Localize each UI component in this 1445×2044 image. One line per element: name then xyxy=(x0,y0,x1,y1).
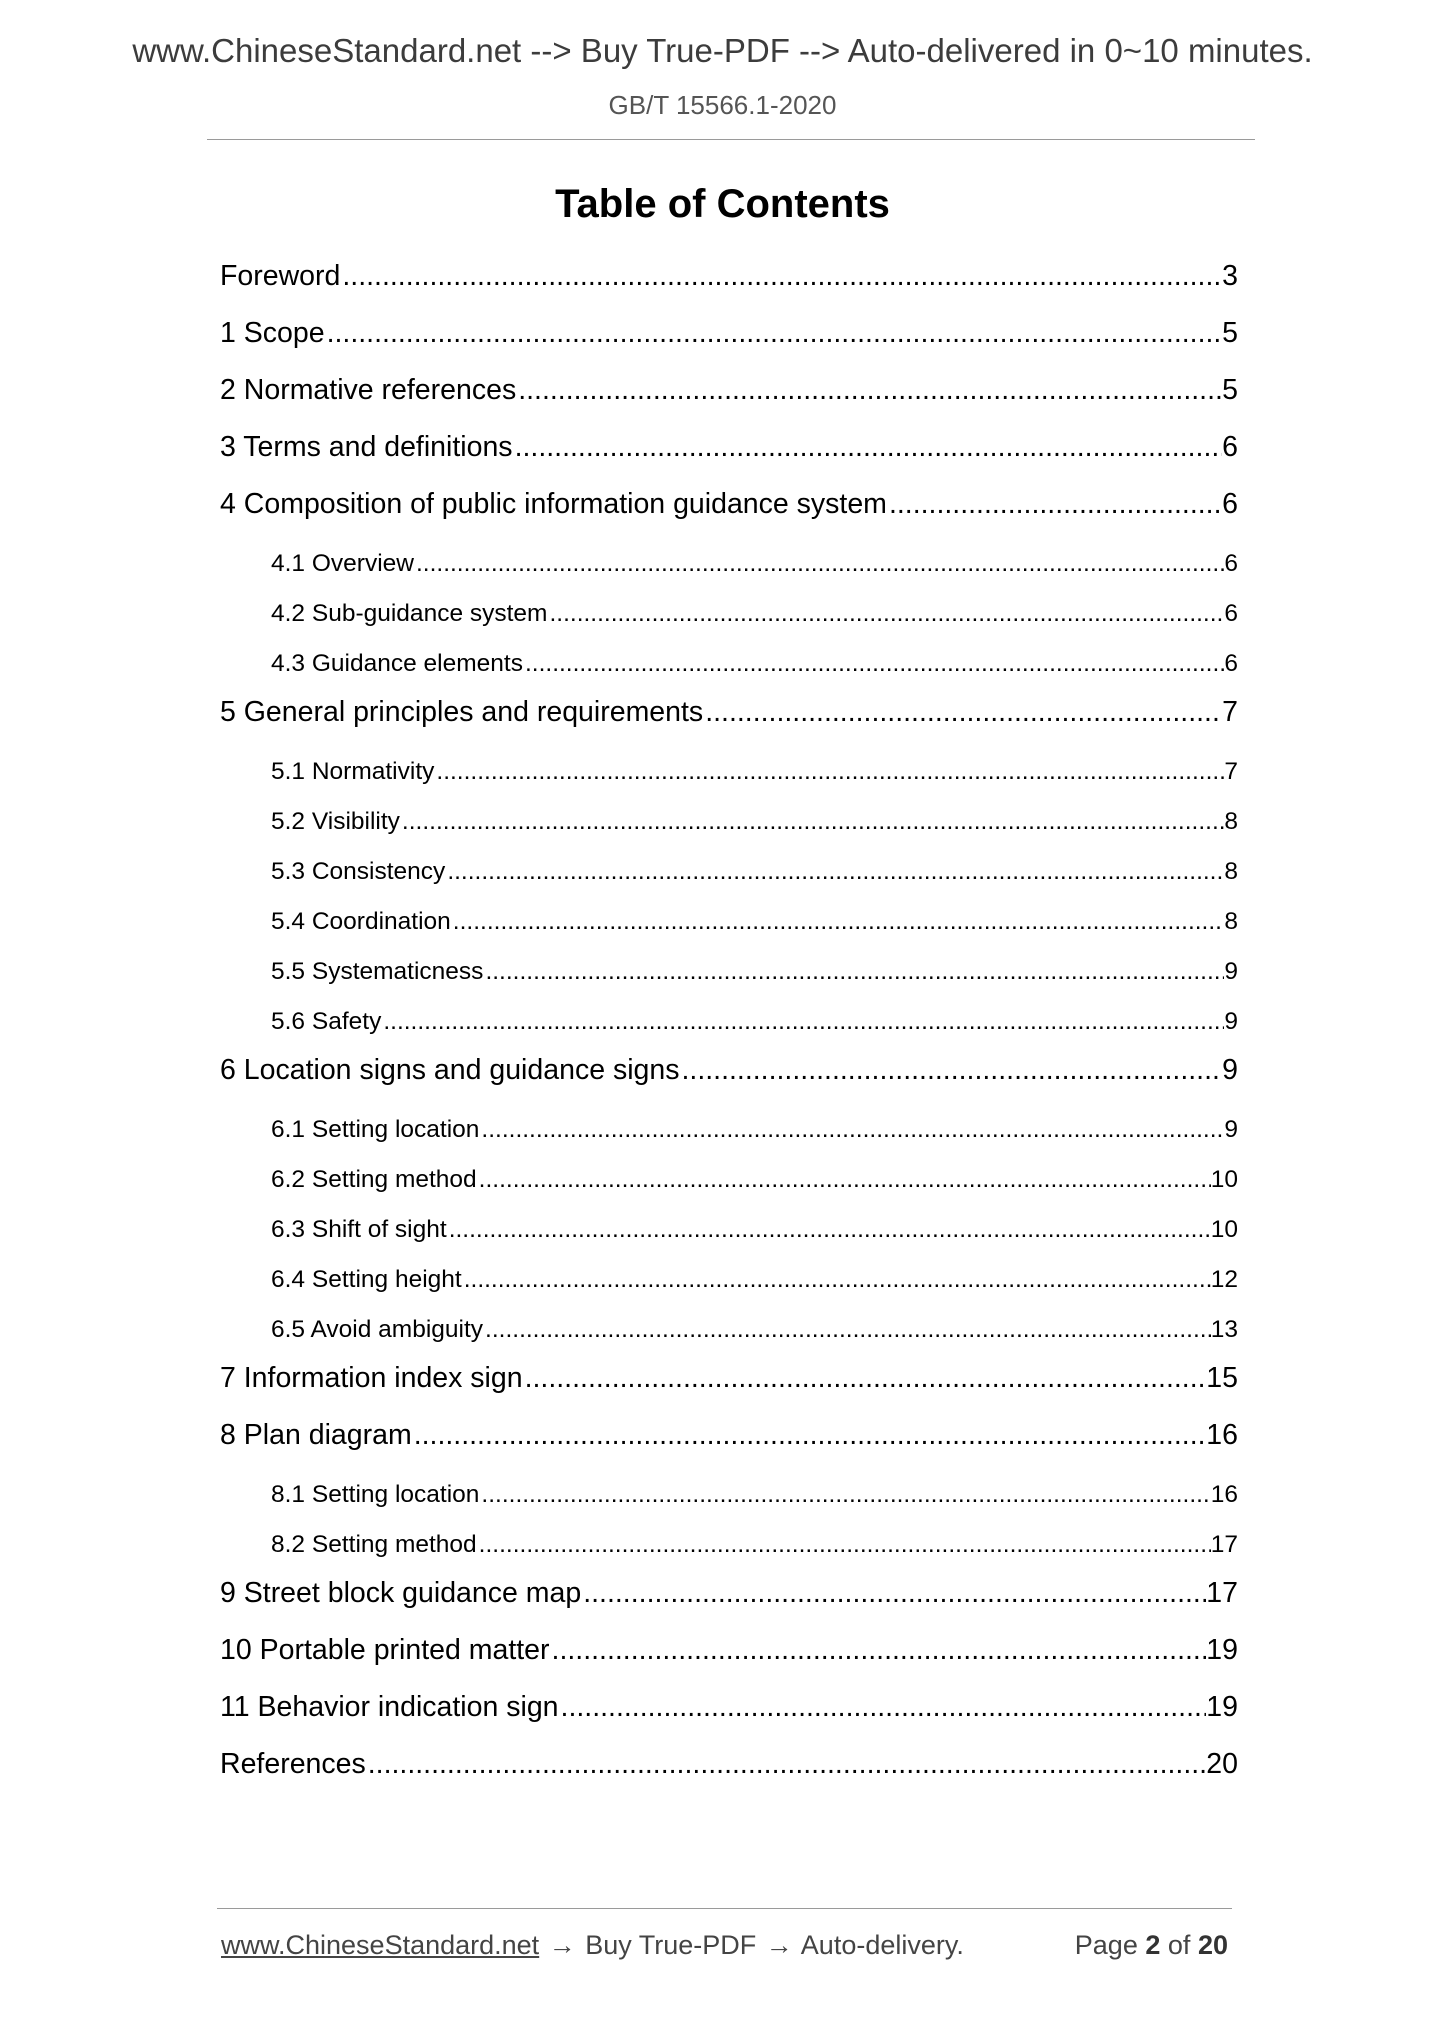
toc-entry-page: 9 xyxy=(1224,1008,1238,1035)
page-title: Table of Contents xyxy=(555,182,890,226)
toc-subentry[interactable] xyxy=(271,1481,1238,1509)
toc-entry-label: 6.2 Setting method xyxy=(271,1166,477,1193)
toc-entry[interactable] xyxy=(220,431,1238,464)
toc-leader-dots xyxy=(887,488,1222,521)
toc-entry-page: 9 xyxy=(1224,958,1238,985)
toc-entry[interactable] xyxy=(220,1577,1238,1610)
toc-entry-label: 2 Normative references xyxy=(220,374,517,406)
toc-entry-label: 5.6 Safety xyxy=(271,1008,382,1035)
toc-entry-page: 8 xyxy=(1224,858,1238,885)
toc-entry-page: 5 xyxy=(1222,374,1238,406)
footer-delivery-text: Auto-delivery. xyxy=(800,1930,964,1960)
toc-leader-dots xyxy=(559,1691,1207,1724)
toc-leader-dots xyxy=(523,650,1224,678)
toc-leader-dots xyxy=(479,1481,1210,1509)
toc-entry-page: 19 xyxy=(1206,1634,1238,1666)
toc-entry-page: 6 xyxy=(1222,488,1238,520)
toc-entry-label: 6.3 Shift of sight xyxy=(271,1216,447,1243)
toc-subentry[interactable] xyxy=(271,1216,1238,1244)
toc-subentry[interactable] xyxy=(271,808,1238,836)
toc-entry-label: 6.4 Setting height xyxy=(271,1266,462,1293)
toc-leader-dots xyxy=(581,1577,1206,1610)
toc-entry[interactable] xyxy=(220,374,1238,407)
toc-leader-dots xyxy=(477,1166,1211,1194)
toc-entry-page: 16 xyxy=(1210,1481,1238,1508)
toc-entry-label: 4 Composition of public information guidance system xyxy=(220,488,887,520)
toc-subentry[interactable] xyxy=(271,1116,1238,1144)
toc-entry-label: Foreword xyxy=(220,260,341,292)
toc-leader-dots xyxy=(547,600,1224,628)
toc-entry-page: 7 xyxy=(1224,758,1238,785)
toc-entry-label: 5 General principles and requirements xyxy=(220,696,704,728)
toc-entry-label: 3 Terms and definitions xyxy=(220,431,513,463)
toc-leader-dots xyxy=(445,858,1224,886)
arrow-right-icon: → xyxy=(765,1930,793,1960)
toc-entry-label: 4.1 Overview xyxy=(271,550,414,577)
toc-entry[interactable] xyxy=(220,1691,1238,1724)
toc-subentry[interactable] xyxy=(271,550,1238,578)
toc-entry[interactable] xyxy=(220,1634,1238,1667)
toc-leader-dots xyxy=(340,260,1222,293)
toc-entry-label: 10 Portable printed matter xyxy=(220,1634,550,1666)
toc-entry-label: 8.2 Setting method xyxy=(271,1531,477,1558)
toc-entry-page: 6 xyxy=(1224,600,1238,627)
toc-entry-label: 5.2 Visibility xyxy=(271,808,400,835)
toc-leader-dots xyxy=(381,1008,1224,1036)
toc-entry-page: 6 xyxy=(1222,431,1238,463)
toc-subentry[interactable] xyxy=(271,758,1238,786)
toc-entry-page: 7 xyxy=(1222,696,1238,728)
toc-entry-label: 5.3 Consistency xyxy=(271,858,446,885)
toc-entry-label: 7 Information index sign xyxy=(220,1362,523,1394)
toc-leader-dots xyxy=(703,696,1222,729)
toc-entry-page: 8 xyxy=(1224,808,1238,835)
toc-entry-page: 8 xyxy=(1224,908,1238,935)
toc-subentry[interactable] xyxy=(271,908,1238,936)
toc-subentry[interactable] xyxy=(271,1316,1238,1344)
toc-subentry[interactable] xyxy=(271,650,1238,678)
toc-entry-label: 4.2 Sub-guidance system xyxy=(271,600,548,627)
toc-entry-page: 3 xyxy=(1222,260,1238,292)
of-word: of xyxy=(1167,1930,1191,1960)
toc-entry[interactable] xyxy=(220,1419,1238,1452)
toc-entry-label: 6 Location signs and guidance signs xyxy=(220,1054,680,1086)
toc-leader-dots xyxy=(325,317,1223,350)
toc-entry-page: 6 xyxy=(1224,650,1238,677)
toc-subentry[interactable] xyxy=(271,1266,1238,1294)
toc-entry-label: References xyxy=(220,1748,366,1780)
toc-entry[interactable] xyxy=(220,317,1238,350)
toc-entry-page: 17 xyxy=(1210,1531,1238,1558)
toc-entry-label: 11 Behavior indication sign xyxy=(220,1691,559,1723)
footer-divider xyxy=(217,1908,1232,1909)
toc-leader-dots xyxy=(462,1266,1211,1294)
top-banner: www.ChineseStandard.net --> Buy True-PDF --> Auto-delivered in 0~10 minutes. xyxy=(132,32,1313,69)
toc-entry-page: 10 xyxy=(1210,1166,1238,1193)
toc-leader-dots xyxy=(451,908,1225,936)
toc-leader-dots xyxy=(414,550,1224,578)
toc-entry-label: 8.1 Setting location xyxy=(271,1481,480,1508)
toc-entry-page: 17 xyxy=(1206,1577,1238,1609)
toc-entry-label: 6.1 Setting location xyxy=(271,1116,480,1143)
toc-leader-dots xyxy=(412,1419,1207,1452)
toc-subentry[interactable] xyxy=(271,1166,1238,1194)
toc-leader-dots xyxy=(523,1362,1207,1395)
toc-entry-page: 13 xyxy=(1210,1316,1238,1343)
toc-entry-label: 8 Plan diagram xyxy=(220,1419,412,1451)
toc-leader-dots xyxy=(434,758,1224,786)
toc-entry-page: 6 xyxy=(1224,550,1238,577)
toc-leader-dots xyxy=(447,1216,1211,1244)
page-indicator xyxy=(1075,1930,1228,1961)
toc-entry-page: 19 xyxy=(1206,1691,1238,1723)
toc-entry-label: 6.5 Avoid ambiguity xyxy=(271,1316,484,1343)
toc-subentry[interactable] xyxy=(271,858,1238,886)
toc-entry-page: 9 xyxy=(1224,1116,1238,1143)
toc-entry-page: 16 xyxy=(1206,1419,1238,1451)
toc-subentry[interactable] xyxy=(271,1531,1238,1559)
footer-site-link[interactable]: www.ChineseStandard.net xyxy=(221,1930,540,1960)
current-page-number: 2 xyxy=(1145,1930,1161,1960)
toc-leader-dots xyxy=(366,1748,1207,1781)
toc-entry[interactable] xyxy=(220,1748,1238,1781)
toc-entry-page: 5 xyxy=(1222,317,1238,349)
footer-left xyxy=(221,1930,964,1961)
toc-leader-dots xyxy=(550,1634,1207,1667)
toc-entry-label: 4.3 Guidance elements xyxy=(271,650,523,677)
toc-entry-label: 5.4 Coordination xyxy=(271,908,451,935)
toc-leader-dots xyxy=(400,808,1224,836)
toc-entry-page: 9 xyxy=(1222,1054,1238,1086)
header-divider xyxy=(207,139,1255,140)
standard-code: GB/T 15566.1-2020 xyxy=(608,90,837,120)
toc-entry[interactable] xyxy=(220,696,1238,729)
toc-leader-dots xyxy=(479,1116,1224,1144)
toc-leader-dots xyxy=(477,1531,1211,1559)
toc-subentry[interactable] xyxy=(271,1008,1238,1036)
toc-leader-dots xyxy=(513,431,1223,464)
toc-leader-dots xyxy=(516,374,1222,407)
arrow-right-icon: → xyxy=(548,1930,576,1960)
page-word: Page xyxy=(1074,1930,1138,1960)
toc-entry-label: 5.1 Normativity xyxy=(271,758,435,785)
toc-entry-page: 20 xyxy=(1206,1748,1238,1780)
toc-entry-page: 15 xyxy=(1206,1362,1238,1394)
footer-buy-text: Buy True-PDF xyxy=(585,1930,757,1960)
toc-entry[interactable] xyxy=(220,1362,1238,1395)
toc-subentry[interactable] xyxy=(271,958,1238,986)
toc-entry-page: 10 xyxy=(1210,1216,1238,1243)
toc-entry-label: 5.5 Systematicness xyxy=(271,958,484,985)
total-pages-number: 20 xyxy=(1197,1930,1228,1960)
toc-entry-label: 1 Scope xyxy=(220,317,325,349)
toc-entry[interactable] xyxy=(220,260,1238,293)
toc-subentry[interactable] xyxy=(271,600,1238,628)
toc-entry-label: 9 Street block guidance map xyxy=(220,1577,582,1609)
toc-leader-dots xyxy=(483,958,1224,986)
toc-leader-dots xyxy=(483,1316,1211,1344)
toc-entry[interactable] xyxy=(220,488,1238,521)
toc-leader-dots xyxy=(680,1054,1223,1087)
toc-entry-page: 12 xyxy=(1210,1266,1238,1293)
toc-entry[interactable] xyxy=(220,1054,1238,1087)
